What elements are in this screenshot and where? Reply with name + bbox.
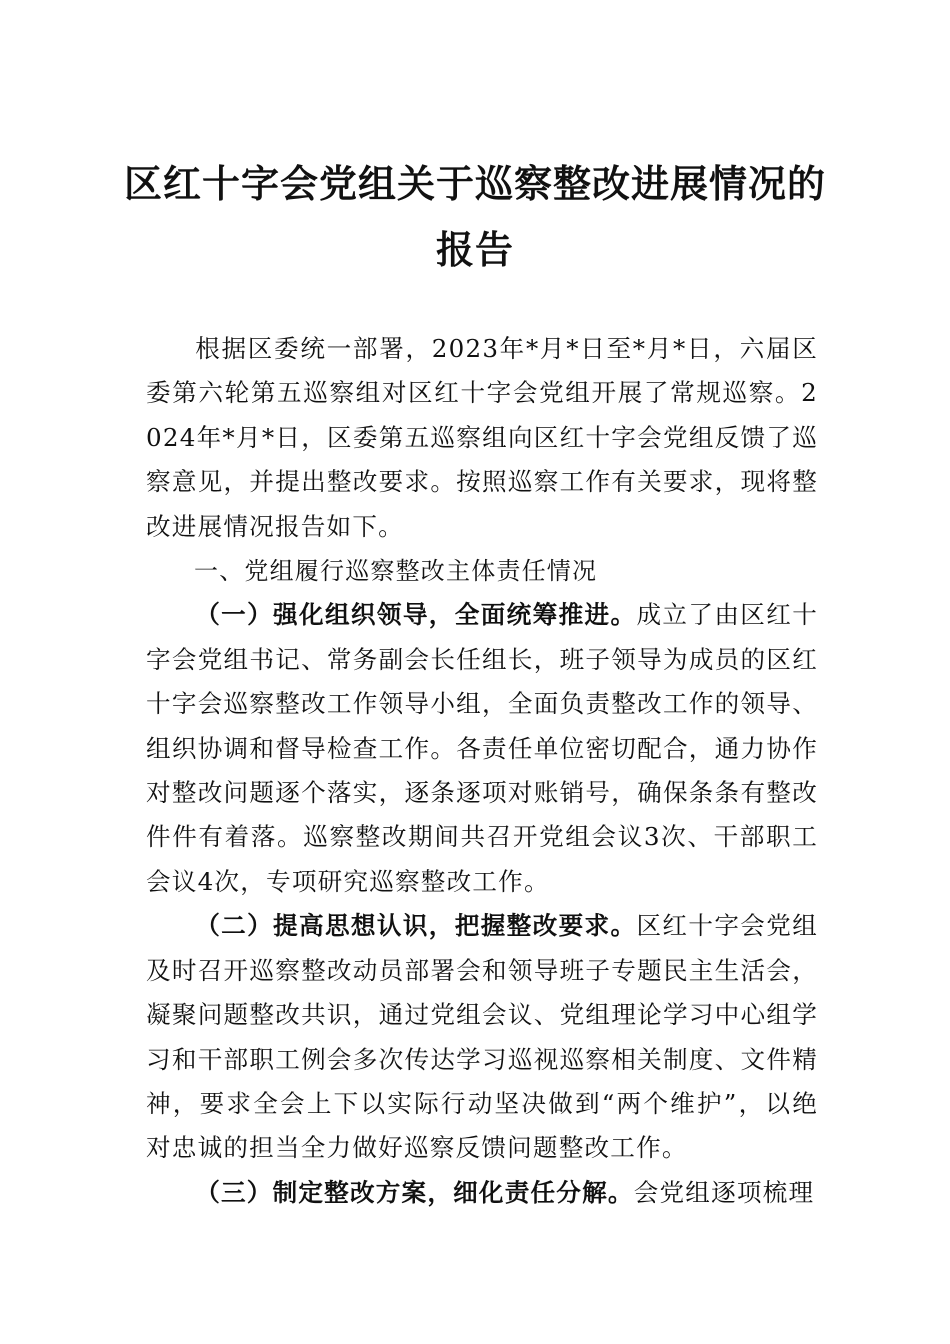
intro-paragraph: 根据区委统一部署，2023年*月*日至*月*日，六届区委第六轮第五巡察组对区红十字会党组开展了常规巡察。2024年*月*日，区委第五巡察组向区红十字会党组反馈了巡察意见，并提出整改要求。按照巡察工作有关要求，现将整改进展情况报告如下。 <box>146 334 818 541</box>
item3-text: 会党组逐项梳理 <box>633 1177 815 1207</box>
item1-text: 成立了由区红十字会党组书记、常务副会长任组长，班子领导为成员的区红十字会巡察整改工作领导小组，全面负责整改工作的领导、组织协调和督导检查工作。各责任单位密切配合，通力协作对整改问题逐个落实，逐条逐项对账销号，确保条条有整改件件有着落。巡察整改期间共召开党组会议3次、干部职工会议4次，专项研究巡察整改工作。 <box>146 600 819 896</box>
section1-heading: 一、党组履行巡察整改主体责任情况 <box>194 557 598 586</box>
item3-paragraph <box>146 1171 818 1215</box>
document-body <box>146 327 818 1215</box>
document-title-line2: 报告 <box>435 227 514 272</box>
item1-paragraph <box>146 593 818 904</box>
item2-paragraph <box>146 904 818 1170</box>
item1-lead: （一）强化组织领导，全面统筹推进。 <box>195 600 637 630</box>
document-title-line1: 区红十字会党组关于巡察整改进展情况的 <box>123 161 826 206</box>
item2-text: 区红十字会党组及时召开巡察整改动员部署会和领导班子专题民主生活会，凝聚问题整改共识，通过党组会议、党组理论学习中心组学习和干部职工例会多次传达学习巡视巡察相关制度、文件精神，要求全会上下以实际行动坚决做到“两个维护”，以绝对忠诚的担当全力做好巡察反馈问题整改工作。 <box>146 911 819 1163</box>
item2-lead: （二）提高思想认识，把握整改要求。 <box>195 911 637 941</box>
item3-lead: （三）制定整改方案，细化责任分解。 <box>195 1177 634 1207</box>
